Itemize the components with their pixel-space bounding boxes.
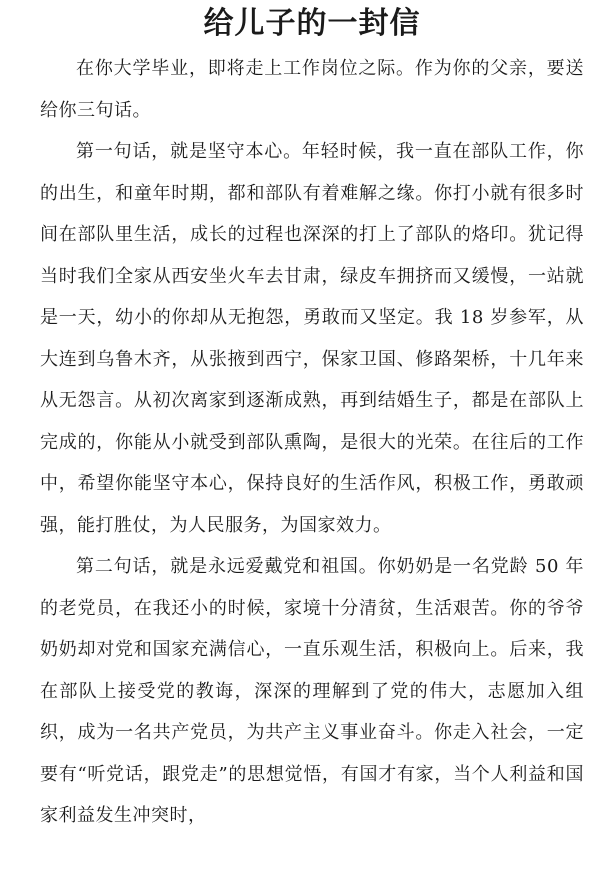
- letter-title: 给儿子的一封信: [203, 6, 421, 41]
- paragraph-second-advice: 第二句话，就是永远爱戴党和祖国。你奶奶是一名党龄 50 年的老党员，在我还小的时候，家境十分清贫，生活艰苦。你的爷爷奶奶却对党和国家充满信心，一直乐观生活，积极向上。后来，我在部队上接受党的教诲，深深的理解到了党的伟大，志愿加入组织，成为一名共产党员，为共产主义事业奋斗。你走入社会，一定要有“听党话，跟党走”的思想觉悟，有国才有家，当个人利益和国家利益发生冲突时，: [40, 556, 584, 826]
- paragraph-first-advice: 第一句话，就是坚守本心。年轻时候，我一直在部队工作，你的出生，和童年时期，都和部队有着难解之缘。你打小就有很多时间在部队里生活，成长的过程也深深的打上了部队的烙印。犹记得当时我们全家从西安坐火车去甘肃，绿皮车拥挤而又缓慢，一站就是一天，幼小的你却从无抱怨，勇敢而又坚定。我 18 岁参军，从大连到乌鲁木齐，从张掖到西宁，保家卫国、修路架桥，十几年来从无怨言。从初次离家到逐渐成熟，再到结婚生子，都是在部队上完成的，你能从小就受到部队熏陶，是很大的光荣。在往后的工作中，希望你能坚守本心，保持良好的生活作风，积极工作，勇敢顽强，能打胜仗，为人民服务，为国家效力。: [40, 141, 584, 536]
- paragraph-intro: 在你大学毕业，即将走上工作岗位之际。作为你的父亲，要送给你三句话。: [40, 58, 584, 121]
- letter-body: [40, 48, 584, 837]
